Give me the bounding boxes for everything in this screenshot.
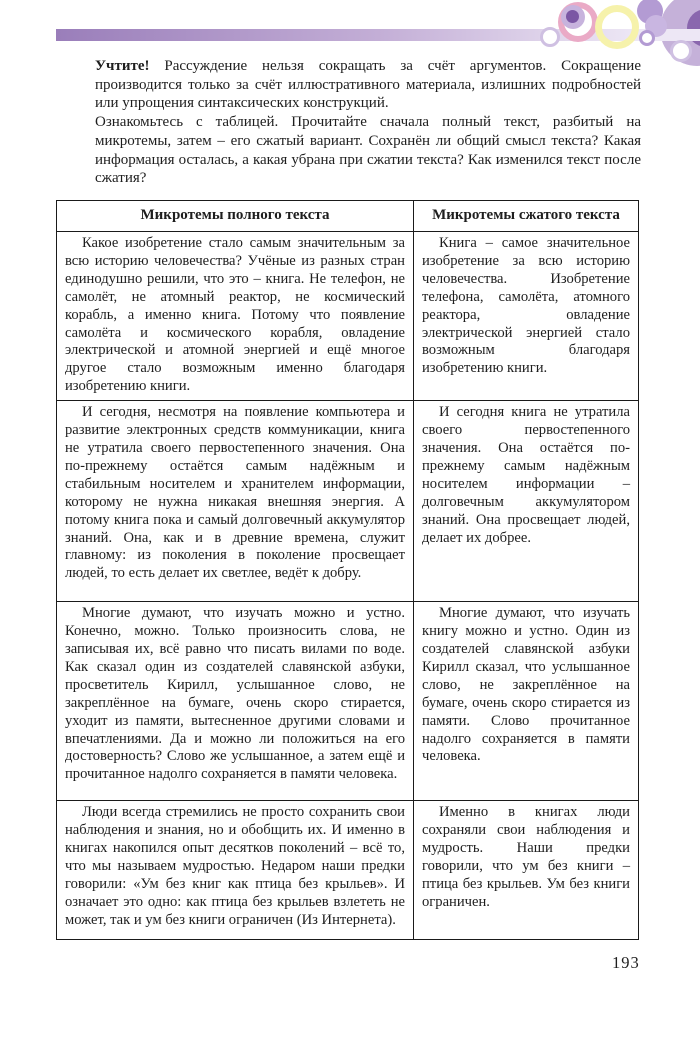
full-text-cell: Какое изобретение стало самым значительным за всю историю человечества? Учёные из разных стран единодушно решили, что это – книга. Не телефон, не самолёт, не атомный реактор, не космический корабль, а именно книга. Потому что появление самолёта и космического корабля, овладение электрической и атомной энергией и ещё многое другое стало возможным именно благодаря изобретению книги. <box>57 232 414 401</box>
table-row <box>57 602 639 801</box>
intro-block <box>95 57 641 188</box>
table-row <box>57 801 639 940</box>
note-paragraph <box>95 57 641 113</box>
compressed-text-cell: Именно в книгах люди сохраняли свои наблюдения и мудрость. Наши предки говорили, что ум без книги – птица без крыльев. Ум без книги ограничен. <box>414 801 639 940</box>
compressed-text-cell: Книга – самое значительное изобретение за всю историю человечества. Изобретение телефона, самолёта, атомного реактора, овладение электрической энергией стало возможным благодаря изобретению книги. <box>414 232 639 401</box>
page-number: 193 <box>612 953 640 972</box>
yellow-ring-circle <box>595 5 639 49</box>
white-ring-circle <box>540 27 560 47</box>
small-purple-ring <box>639 30 655 46</box>
microthemes-table <box>56 200 639 940</box>
full-text-cell: И сегодня, несмотря на появление компьютера и развитие электронных средств коммуникации, книга не утратила своего первостепенного значения. Она по-прежнему остаётся самым надёжным и стабильным носителем и хранителем информации, которому не нужна никакая внешняя энергия. А потому книга пока и самый долговечный аккумулятор знаний. Она, как и в древние времена, служит главному: из поколения в поколение просвещает людей, то есть делает их светлее, ведёт к добру. <box>57 401 414 602</box>
full-text-cell: Люди всегда стремились не просто сохранить свои наблюдения и знания, но и обобщить их. И именно в книгах накопился опыт десятков поколений – всё то, что мы называем мудростью. Недаром наши предки говорили: «Ум без книг как птица без крыльев». И означает это одно: как птица без крыльев взлететь не может, так и ум без книги ограничен (Из Интернета). <box>57 801 414 940</box>
instruction-paragraph: Ознакомьтесь с таблицей. Прочитайте сначала полный текст, разбитый на микротемы, затем – его сжатый вариант. Сохранён ли общий смысл текста? Какая информация осталась, а какая убрана при сжатии текста? Как изменился текст после сжатия? <box>95 114 641 187</box>
purple-dot <box>566 10 579 23</box>
white-ring-circle-bottom <box>670 40 692 62</box>
table-row <box>57 401 639 602</box>
note-label: Учтите! <box>95 58 150 74</box>
compressed-text-cell: Многие думают, что изучать книгу можно и устно. Один из создателей славянской азбуки Кирилл сказал, что услышанное слово, не закреплённое на бумаге, очень скоро стирается из памяти. Слово прочитанное надолго сохраняется в памяти человека. <box>414 602 639 801</box>
column-header-full-text: Микротемы полного текста <box>57 201 414 232</box>
full-text-cell: Многие думают, что изучать можно и устно. Конечно, можно. Только произносить слова, не записывая их, всё равно что писать вилами по воде. Как сказал один из создателей славянской азбуки, просветитель Кирилл, услышанное слово, не закреплённое на бумаге, очень скоро стирается, уходит из памяти, вытесненное другими словами и впечатлениями. Да и можно ли положиться на его достоверность? Слово же услышанное, а затем ещё и прочитанное надолго сохраняется в памяти человека. <box>57 602 414 801</box>
table-header-row <box>57 201 639 232</box>
compressed-text-cell: И сегодня книга не утратила своего первостепенного значения. Она остаётся по-прежнему самым надёжным носителем информации – долговечным аккумулятором знаний. Она просвещает людей, делает их добрее. <box>414 401 639 602</box>
note-text: Рассуждение нельзя сокращать за счёт аргументов. Сокращение производится только за счёт иллюстративного материала, излишних подробностей или упрощения синтаксических конструкций. <box>95 58 641 112</box>
table-row <box>57 232 639 401</box>
column-header-compressed-text: Микротемы сжатого текста <box>414 201 639 232</box>
